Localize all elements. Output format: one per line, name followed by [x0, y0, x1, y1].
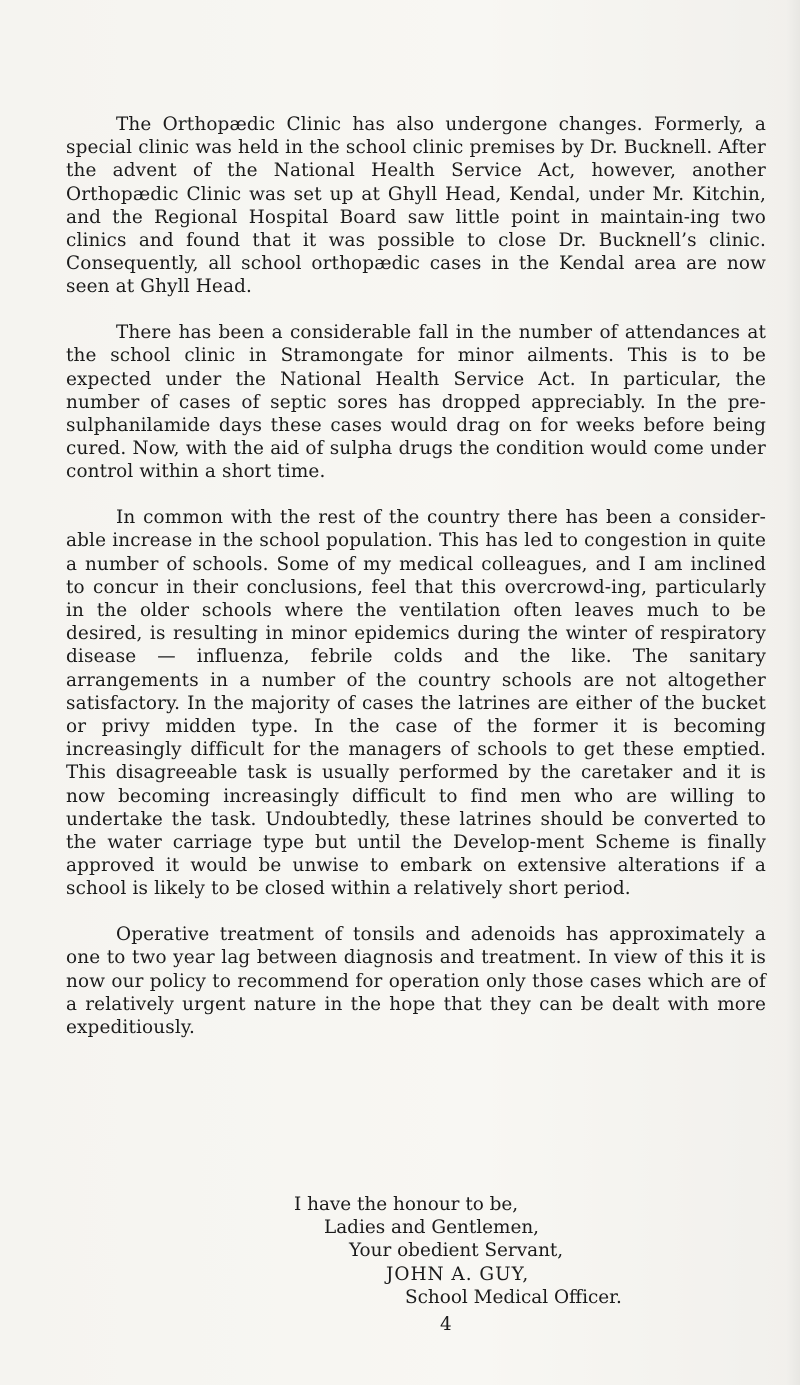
page-number: 4 — [440, 1314, 452, 1335]
signoff-servant-line: Your obedient Servant, — [349, 1240, 564, 1262]
paragraph-tonsils-adenoids: Operative treatment of tonsils and adenoids has approximately a one to two year lag between diagnosis and treatment. In view of this it is now our policy to recommend for operation only those cases which are of a relatively urgent nature in the hope that they can be dealt with more expeditiously. — [66, 924, 766, 1039]
signoff-block — [66, 1193, 766, 1309]
signoff-salutation: Ladies and Gentlemen, — [324, 1217, 540, 1239]
paragraph-school-population: In common with the rest of the country there has been a consider-able increase in the school population. This has led to congestion in quite a number of schools. Some of my medical colleagues, and I am inclined to concur in their conclusions, feel that this overcrowd-ing, particularly in the older schools where the ventilation often leaves much to be desired, is resulting in minor epidemics during the winter of respiratory disease — influenza, febrile colds and the like. The sanitary arrangements in a number of the country schools are not altogether satisfactory. In the majority of cases the latrines are either of the bucket or privy midden type. In the case of the former it is becoming increasingly difficult for the managers of schools to get these emptied. This disagreeable task is usually performed by the caretaker and it is now becoming increasingly difficult to find men who are willing to undertake the task. Undoubtedly, these latrines should be converted to the water carriage type but until the Develop-ment Scheme is finally approved it would be unwise to embark on extensive alterations if a school is likely to be closed within a relatively short period. — [66, 507, 766, 900]
signatory-title: School Medical Officer. — [405, 1286, 622, 1308]
signatory-name: JOHN A. GUY, — [386, 1263, 530, 1285]
page-edge-shadow — [786, 0, 800, 1385]
paragraph-minor-ailments: There has been a considerable fall in the number of attendances at the school clinic in Stramongate for minor ailments. This is to be expected under the National Health Service Act. In particular, the number of cases of septic sores has dropped appreciably. In the pre-sulphanilamide days these cases would drag on for weeks before being cured. Now, with the aid of sulpha drugs the condition would come under control within a short time. — [66, 322, 766, 483]
paragraph-orthopaedic-clinic: The Orthopædic Clinic has also undergone changes. Formerly, a special clinic was held in the school clinic premises by Dr. Bucknell. After the advent of the National Health Service Act, however, another Orthopædic Clinic was set up at Ghyll Head, Kendal, under Mr. Kitchin, and the Regional Hospital Board saw little point in maintain-ing two clinics and found that it was possible to close Dr. Bucknell’s clinic. Consequently, all school orthopædic cases in the Kendal area are now seen at Ghyll Head. — [66, 114, 766, 298]
signoff-honour-line: I have the honour to be, — [294, 1194, 519, 1215]
body-text — [66, 113, 766, 1062]
